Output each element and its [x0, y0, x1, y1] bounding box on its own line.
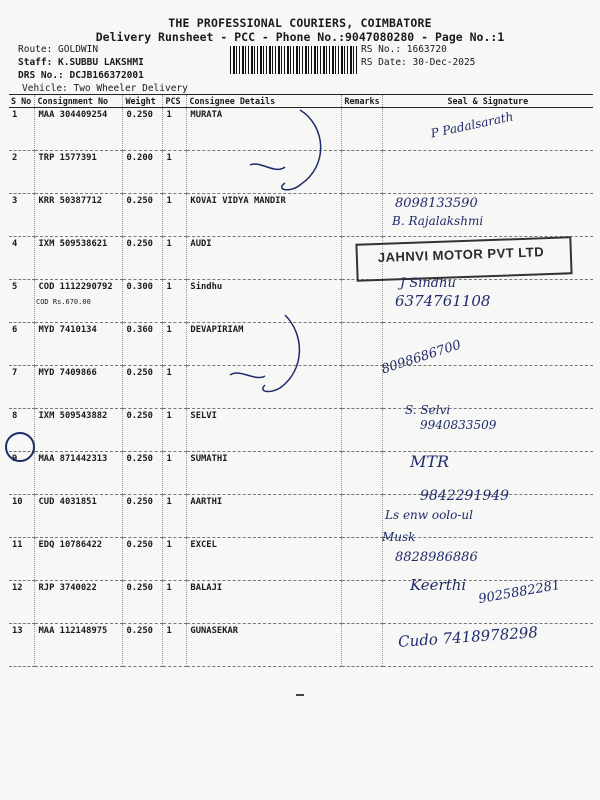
cell-pcs: 1 [163, 581, 187, 624]
cell-remarks [342, 538, 382, 581]
cell-consignee: BALAJI [187, 581, 342, 624]
cell-pcs: 1 [163, 151, 187, 194]
cell-consignee: DEVAPIRIAM [187, 323, 342, 366]
rs-date: RS Date: 30-Dec-2025 [361, 57, 476, 68]
cell-pcs: 1 [163, 538, 187, 581]
cell-consignment: MYD 7409866 [35, 366, 123, 409]
cell-sno: 3 [9, 194, 35, 237]
signature-row8: S. Selvi [405, 403, 451, 417]
cell-pcs: 1 [163, 194, 187, 237]
cell-consignee: MURATA [187, 108, 342, 151]
cell-consignment: EDQ 10786422 [35, 538, 123, 581]
cell-remarks [342, 151, 382, 194]
signature-row1: P Padalsarath [429, 109, 515, 141]
table-row [9, 538, 593, 581]
cell-sno: 4 [9, 237, 35, 280]
cell-consignee: AUDI [187, 237, 342, 280]
col-pcs: PCS [163, 95, 187, 108]
cell-weight: 0.250 [123, 237, 163, 280]
cell-remarks [342, 323, 382, 366]
cell-consignee: EXCEL [187, 538, 342, 581]
cell-consignee: GUNASEKAR [187, 624, 342, 667]
cell-consignee: SUMATHI [187, 452, 342, 495]
cell-remarks [342, 624, 382, 667]
signature-scribble-row6-7 [210, 310, 320, 400]
cell-pcs: 1 [163, 366, 187, 409]
cell-sno: 5 [9, 280, 35, 323]
row9-circle-mark [5, 432, 35, 462]
cell-sno: 6 [9, 323, 35, 366]
company-stamp: JAHNVI MOTOR PVT LTD [355, 236, 572, 282]
cell-consignment: TRP 1577391 [35, 151, 123, 194]
cell-weight: 0.250 [123, 108, 163, 151]
cell-remarks [342, 409, 382, 452]
cell-pcs: 1 [163, 323, 187, 366]
cell-consignment: COD 1112290792 [35, 280, 123, 323]
cell-weight: 0.250 [123, 409, 163, 452]
phone-row11: 8828986886 [395, 550, 478, 565]
cell-consignee: KOVAI VIDYA MANDIR [187, 194, 342, 237]
cell-pcs: 1 [163, 237, 187, 280]
staff-label: Staff: K.SUBBU LAKSHMI [18, 57, 144, 68]
signature-row9: MTR [410, 452, 450, 471]
drs-label: DRS No.: DCJB166372001 [18, 70, 144, 81]
cell-weight: 0.300 [123, 280, 163, 323]
cell-weight: 0.360 [123, 323, 163, 366]
cell-weight: 0.250 [123, 538, 163, 581]
cell-sno: 10 [9, 495, 35, 538]
phone-row10: 9842291949 [420, 488, 510, 504]
cell-weight: 0.200 [123, 151, 163, 194]
cell-remarks [342, 108, 382, 151]
phone-row12: 9025882281 [477, 577, 562, 608]
col-sno: S No [9, 95, 35, 108]
cell-consignment: IXM 509538621 [35, 237, 123, 280]
page-mark [296, 694, 304, 696]
vehicle-label: Vehicle: Two Wheeler Delivery [22, 83, 188, 94]
signature-row10: Ls enw oolo-ul [385, 508, 473, 522]
cell-weight: 0.250 [123, 194, 163, 237]
cell-sno: 11 [9, 538, 35, 581]
cell-weight: 0.250 [123, 495, 163, 538]
cell-consignment: KRR 50387712 [35, 194, 123, 237]
cell-consignment: MAA 304409254 [35, 108, 123, 151]
cell-consignment: RJP 3740022 [35, 581, 123, 624]
signature-row5: J Sindhu [400, 276, 456, 291]
cell-weight: 0.250 [123, 624, 163, 667]
cell-signature [382, 151, 593, 194]
cell-pcs: 1 [163, 409, 187, 452]
cell-consignee: AARTHI [187, 495, 342, 538]
signature-row13: Cudo 7418978298 [397, 623, 539, 651]
col-signature: Seal & Signature [382, 95, 593, 108]
cell-weight: 0.250 [123, 452, 163, 495]
cell-remarks [342, 581, 382, 624]
col-remarks: Remarks [342, 95, 382, 108]
company-title: THE PROFESSIONAL COURIERS, COIMBATORE [168, 16, 432, 30]
cell-pcs: 1 [163, 452, 187, 495]
cell-consignment: MYD 7410134 [35, 323, 123, 366]
phone-row5: 6374761108 [395, 292, 491, 310]
cell-sno: 13 [9, 624, 35, 667]
cell-remarks [342, 280, 382, 323]
cell-pcs: 1 [163, 108, 187, 151]
phone-row6: 8098686700 [379, 337, 464, 378]
rs-number: RS No.: 1663720 [361, 44, 447, 55]
cell-consignee: Sindhu [187, 280, 342, 323]
signature-row3: B. Rajalakshmi [392, 214, 484, 228]
phone-row3: 8098133590 [395, 196, 478, 211]
cell-consignee: SELVI [187, 409, 342, 452]
route-label: Route: GOLDWIN [18, 44, 99, 55]
cell-sno: 2 [9, 151, 35, 194]
cell-consignment: CUD 4031851 [35, 495, 123, 538]
col-weight: Weight [123, 95, 163, 108]
cell-weight: 0.250 [123, 581, 163, 624]
col-consignee: Consignee Details [187, 95, 342, 108]
signature-scribble-row1-2 [230, 105, 340, 200]
cell-remarks [342, 452, 382, 495]
cell-remarks [342, 366, 382, 409]
cell-sno: 12 [9, 581, 35, 624]
cell-sno: 8 [9, 409, 35, 452]
cell-pcs: 1 [163, 280, 187, 323]
cell-sno: 1 [9, 108, 35, 151]
cell-consignment: IXM 509543882 [35, 409, 123, 452]
phone-row8: 9940833509 [420, 418, 497, 432]
barcode-image [230, 46, 358, 74]
cell-sno: 7 [9, 366, 35, 409]
cell-sno: 9 [9, 452, 35, 495]
cell-consignment: MAA 871442313 [35, 452, 123, 495]
cell-remarks [342, 194, 382, 237]
cell-weight: 0.250 [123, 366, 163, 409]
col-consignment: Consignment No [35, 95, 123, 108]
cell-remarks [342, 495, 382, 538]
signature-row12: Keerthi [410, 576, 467, 594]
cod-note: COD Rs.670.00 [36, 298, 91, 306]
signature-row11: Musk [382, 530, 416, 544]
cell-pcs: 1 [163, 624, 187, 667]
sheet-title: Delivery Runsheet - PCC - Phone No.:9047080280 - Page No.:1 [95, 30, 505, 44]
cell-consignment: MAA 112148975 [35, 624, 123, 667]
cell-pcs: 1 [163, 495, 187, 538]
table-row [9, 409, 593, 452]
